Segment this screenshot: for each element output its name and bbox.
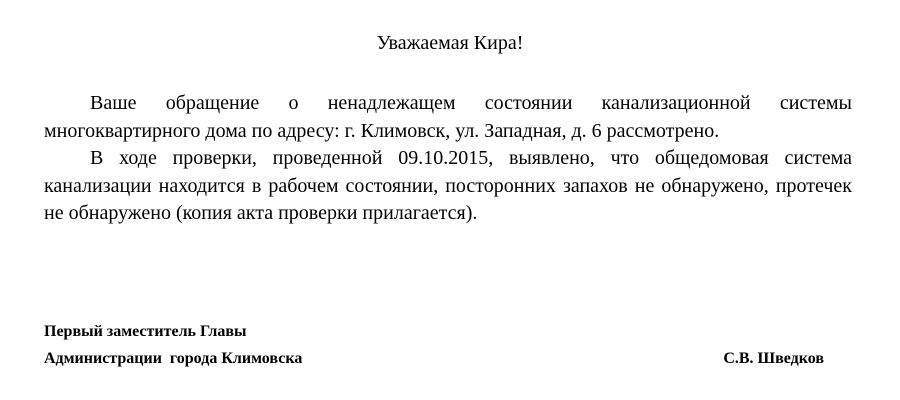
- letter-body: [44, 90, 852, 228]
- signatory-position: Первый заместитель Главы: [44, 323, 247, 340]
- signatory-name: С.В. Шведков: [723, 350, 824, 367]
- signature-block: [44, 318, 824, 372]
- greeting: Уважаемая Кира!: [376, 32, 524, 54]
- body-paragraph: Ваше обращение о ненадлежащем состоянии канализационной системы многоквартирного дома по адресу: г. Климовск, ул. Западная, д. 6 рассмотрено.: [44, 92, 852, 142]
- body-paragraph: В ходе проверки, проведенной 09.10.2015, выявлено, что общедомовая система канализации находится в рабочем состоянии, посторонних запахов не обнаружено, протечек не обнаружено (копия акта проверки прилагается).: [44, 147, 852, 224]
- signatory-organization: Администрации города Климовска: [44, 350, 303, 367]
